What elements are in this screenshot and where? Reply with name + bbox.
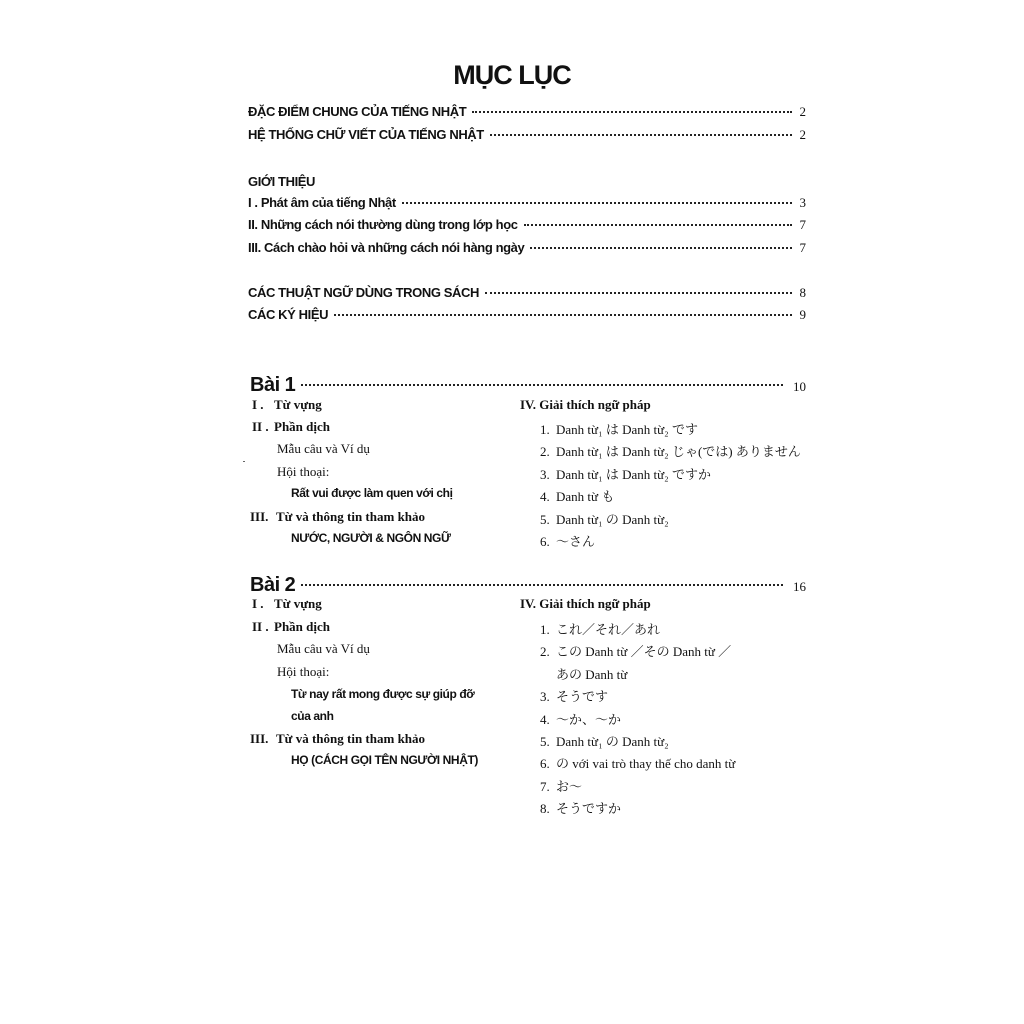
item-label: Danh từ も	[556, 489, 615, 504]
toc-entry-label: CÁC KÝ HIỆU	[248, 307, 329, 322]
lesson-2-grammar-item[interactable]	[540, 619, 660, 638]
item-label: これ／それ／あれ	[556, 622, 661, 637]
toc-entry-label: I . Phát âm của tiếng Nhật	[248, 195, 396, 210]
toc-page-number: 10	[793, 379, 806, 394]
lesson-1-grammar-item[interactable]	[540, 441, 801, 460]
item-number: 7.	[540, 779, 550, 794]
item-label: Từ và thông tin tham khảo	[276, 731, 426, 746]
item-number: I .	[252, 596, 264, 611]
toc-page-number: 9	[799, 307, 806, 322]
lesson-2-grammar-item[interactable]	[540, 709, 621, 728]
item-label: Từ và thông tin tham khảo	[276, 509, 426, 524]
item-number: 8.	[540, 801, 550, 816]
toc-page-number: 8	[799, 285, 806, 300]
toc-entry-label: II. Những cách nói thường dùng trong lớp học	[248, 217, 518, 232]
item-label: Từ vựng	[274, 596, 322, 611]
item-number: 1.	[540, 622, 550, 637]
toc-entry-label: ĐẶC ĐIỂM CHUNG CỦA TIẾNG NHẬT	[248, 104, 467, 119]
item-label: Danh từ₁ は Danh từ₂ ですか	[556, 467, 711, 482]
item-number: 5.	[540, 512, 550, 527]
item-number: III.	[250, 731, 269, 746]
lesson-2-grammar-item[interactable]	[540, 753, 735, 772]
item-label: そうです	[556, 689, 609, 704]
toc-entry-pronunciation[interactable]	[248, 195, 806, 211]
dot-leader	[301, 584, 783, 586]
lesson-2-reference[interactable]	[250, 731, 425, 747]
lesson-2-conversation-title[interactable]: Từ nay rất mong được sự giúp đỡ	[291, 687, 475, 701]
lesson-1-reference[interactable]	[250, 509, 425, 525]
dot-leader	[472, 111, 791, 113]
dot-leader	[301, 384, 783, 386]
item-number: 1.	[540, 422, 550, 437]
lesson-1-grammar-item[interactable]	[540, 419, 698, 438]
lesson-2-grammar-item[interactable]	[540, 731, 669, 750]
lesson-2-grammar-item-cont[interactable]	[540, 664, 627, 683]
lesson-2-conversation-title-cont[interactable]: của anh	[291, 709, 334, 723]
toc-entry-label: III. Cách chào hỏi và những cách nói hàng ngày	[248, 240, 525, 255]
lesson-1-grammar-item[interactable]	[540, 509, 669, 528]
lesson-2-conversation-label: Hội thoại:	[277, 664, 330, 679]
item-label: お～	[556, 779, 583, 794]
lesson-1-grammar-item[interactable]	[540, 531, 595, 550]
toc-page-number: 3	[799, 195, 806, 210]
dot-leader	[402, 202, 792, 204]
lesson-1-sentence-patterns[interactable]: Mẫu câu và Ví dụ	[277, 441, 370, 456]
page-title: MỤC LỤC	[453, 60, 571, 90]
item-label: Danh từ₁ の Danh từ₂	[556, 734, 669, 749]
lesson-1-grammar-heading[interactable]: IV. Giải thích ngữ pháp	[520, 397, 651, 412]
intro-heading: GIỚI THIỆU	[248, 174, 316, 189]
toc-entry-terminology[interactable]	[248, 285, 806, 301]
lesson-2-reference-topic[interactable]: HỌ (CÁCH GỌI TÊN NGƯỜI NHẬT)	[291, 753, 478, 767]
dot-leader	[530, 247, 791, 249]
lesson-2-translation[interactable]	[252, 619, 330, 635]
dot-leader	[334, 314, 791, 316]
item-number: 5.	[540, 734, 550, 749]
item-label: Danh từ₁ は Danh từ₂ じゃ(では) ありません	[556, 444, 801, 459]
lesson-2-grammar-item[interactable]	[540, 776, 582, 795]
item-number: I .	[252, 397, 264, 412]
dot-leader	[524, 224, 792, 226]
item-number: 4.	[540, 489, 550, 504]
lesson-2-grammar-item[interactable]	[540, 686, 608, 705]
toc-entry-writing-system[interactable]	[248, 127, 806, 143]
toc-entry-label: CÁC THUẬT NGỮ DÙNG TRONG SÁCH	[248, 285, 480, 300]
toc-page-number: 16	[793, 579, 806, 594]
item-label: ～か、～か	[556, 712, 622, 727]
lesson-2-grammar-item[interactable]	[540, 798, 621, 817]
lesson-title: Bài 2	[250, 574, 296, 596]
lesson-2-grammar-item[interactable]	[540, 641, 731, 660]
item-label: この Danh từ ／その Danh từ ／	[556, 644, 732, 659]
toc-page-number: 2	[799, 104, 806, 119]
toc-entry-general-features[interactable]	[248, 104, 806, 120]
item-number: 6.	[540, 534, 550, 549]
lesson-1-heading[interactable]	[250, 374, 806, 397]
item-number: 2.	[540, 644, 550, 659]
lesson-1-conversation-label: Hội thoại:	[277, 464, 330, 479]
lesson-1-reference-topic[interactable]: NƯỚC, NGƯỜI & NGÔN NGỮ	[291, 531, 451, 545]
item-label: あの Danh từ	[556, 667, 628, 682]
toc-entry-classroom-expressions[interactable]	[248, 217, 806, 233]
item-label: Từ vựng	[274, 397, 322, 412]
toc-page-number: 7	[799, 217, 806, 232]
toc-page-number: 7	[799, 240, 806, 255]
lesson-1-conversation-title[interactable]: Rất vui được làm quen với chị	[291, 486, 453, 500]
lesson-title: Bài 1	[250, 374, 296, 396]
item-number: II .	[252, 419, 269, 434]
item-number: 3.	[540, 689, 550, 704]
dot-leader	[485, 292, 791, 294]
lesson-1-translation[interactable]	[252, 419, 330, 435]
toc-entry-symbols[interactable]	[248, 307, 806, 323]
item-number: 6.	[540, 756, 550, 771]
lesson-2-sentence-patterns[interactable]: Mẫu câu và Ví dụ	[277, 641, 370, 656]
item-label: Danh từ₁ は Danh từ₂ です	[556, 422, 698, 437]
item-number: 2.	[540, 444, 550, 459]
lesson-1-grammar-item[interactable]	[540, 464, 711, 483]
scan-mark	[243, 461, 245, 462]
item-label: の với vai trò thay thế cho danh từ	[556, 756, 736, 771]
item-label: Phần dịch	[274, 619, 330, 634]
item-number: 4.	[540, 712, 550, 727]
lesson-1-vocabulary[interactable]	[252, 397, 322, 413]
lesson-2-heading[interactable]	[250, 574, 806, 597]
item-number: II .	[252, 619, 269, 634]
toc-page-number: 2	[799, 127, 806, 142]
item-label: ～さん	[556, 534, 596, 549]
item-label: そうですか	[556, 801, 622, 816]
toc-entry-label: HỆ THỐNG CHỮ VIẾT CỦA TIẾNG NHẬT	[248, 127, 484, 142]
lesson-2-grammar-heading[interactable]: IV. Giải thích ngữ pháp	[520, 596, 651, 611]
toc-entry-greetings[interactable]	[248, 240, 806, 256]
item-label: Danh từ₁ の Danh từ₂	[556, 512, 669, 527]
item-number: 3.	[540, 467, 550, 482]
lesson-2-vocabulary[interactable]	[252, 596, 322, 612]
lesson-1-grammar-item[interactable]	[540, 486, 614, 505]
dot-leader	[490, 134, 792, 136]
item-number: III.	[250, 509, 269, 524]
item-label: Phần dịch	[274, 419, 330, 434]
